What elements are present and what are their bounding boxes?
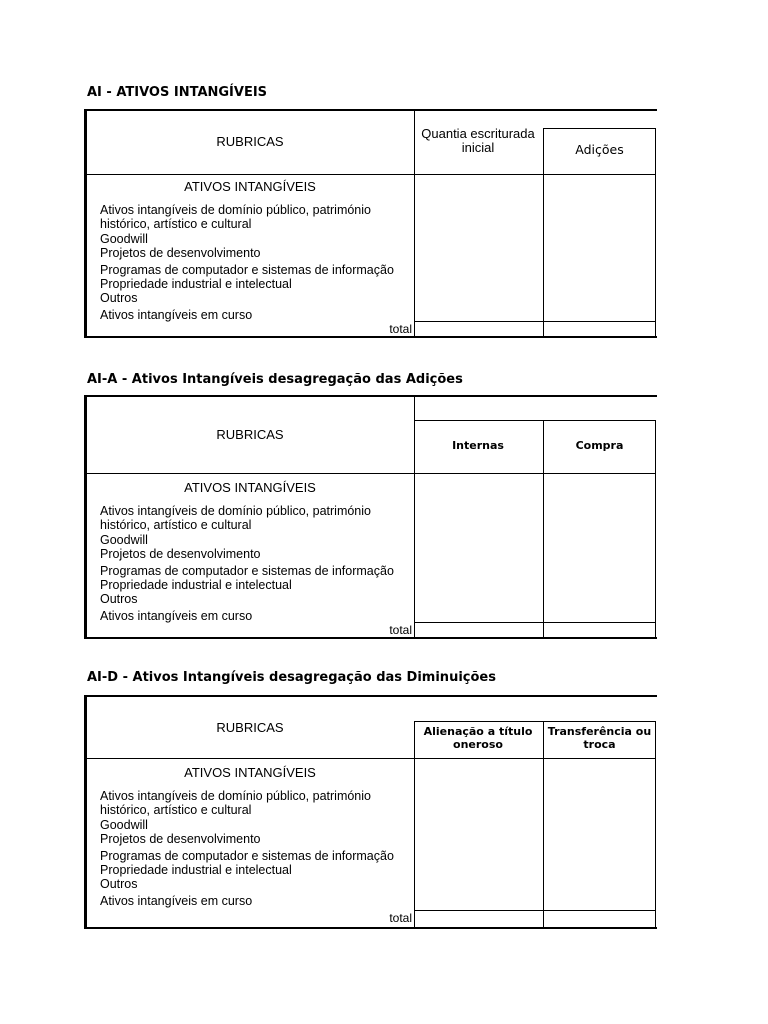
list-item: Programas de computador e sistemas de informação <box>100 563 394 578</box>
rubricas-header: RUBRICAS <box>216 134 284 149</box>
total-label: total <box>389 623 412 637</box>
column-header-adicoes: Adições <box>575 142 624 157</box>
table-title-ai-d: AI-D - Ativos Intangíveis desagregação das Diminuições <box>87 670 496 685</box>
column-header-alienacao: Alienação a título oneroso <box>423 725 533 751</box>
table-border-bottom <box>84 927 657 929</box>
list-item: Outros <box>100 291 138 306</box>
list-item: Ativos intangíveis de domínio público, património histórico, artístico e cultural <box>100 789 371 818</box>
table-border-top <box>84 395 657 397</box>
list-item: Outros <box>100 592 138 607</box>
table-title-ai-a: AI-A - Ativos Intangíveis desagregação das Adições <box>87 372 463 387</box>
table-border-bottom <box>84 637 657 639</box>
header-rule <box>414 721 656 722</box>
column-divider <box>543 420 544 638</box>
list-item: Programas de computador e sistemas de informação <box>100 848 394 863</box>
table-border-top <box>84 695 657 697</box>
column-divider <box>543 128 544 337</box>
list-item: Propriedade industrial e intelectual <box>100 863 292 878</box>
list-item: Projetos de desenvolvimento <box>100 246 261 261</box>
list-item: Goodwill <box>100 817 148 832</box>
list-item: Projetos de desenvolvimento <box>100 547 261 562</box>
section-label: ATIVOS INTANGÍVEIS <box>184 179 316 194</box>
total-rule <box>414 622 656 623</box>
total-rule <box>414 321 656 322</box>
list-item: Propriedade industrial e intelectual <box>100 578 292 593</box>
header-rule <box>86 174 656 175</box>
list-item: Ativos intangíveis em curso <box>100 608 253 623</box>
rubricas-list <box>100 504 400 623</box>
rubricas-list <box>100 789 400 908</box>
header-rule <box>543 128 656 129</box>
table-border-bottom <box>84 336 657 338</box>
section-label: ATIVOS INTANGÍVEIS <box>184 480 316 495</box>
section-label: ATIVOS INTANGÍVEIS <box>184 765 316 780</box>
list-item: Projetos de desenvolvimento <box>100 832 261 847</box>
column-header-internas: Internas <box>452 439 504 452</box>
header-rule <box>86 758 656 759</box>
column-divider <box>414 721 415 928</box>
column-divider <box>655 721 656 928</box>
list-item: Goodwill <box>100 532 148 547</box>
column-header-compra: Compra <box>575 439 624 452</box>
table-border-top <box>84 109 657 111</box>
rubricas-header: RUBRICAS <box>216 720 284 735</box>
list-item: Ativos intangíveis de domínio público, património histórico, artístico e cultural <box>100 504 371 533</box>
column-divider <box>655 128 656 337</box>
list-item: Ativos intangíveis em curso <box>100 893 253 908</box>
header-rule <box>86 473 656 474</box>
list-item: Ativos intangíveis de domínio público, património histórico, artístico e cultural <box>100 203 371 232</box>
total-label: total <box>389 322 412 336</box>
list-item: Goodwill <box>100 231 148 246</box>
column-divider <box>543 721 544 928</box>
list-item: Programas de computador e sistemas de informação <box>100 262 394 277</box>
column-divider <box>414 397 415 638</box>
list-item: Ativos intangíveis em curso <box>100 307 253 322</box>
total-label: total <box>389 911 412 925</box>
header-rule <box>414 420 656 421</box>
column-divider <box>655 420 656 638</box>
rubricas-list <box>100 203 400 322</box>
rubricas-header: RUBRICAS <box>216 427 284 442</box>
total-rule <box>414 910 656 911</box>
list-item: Propriedade industrial e intelectual <box>100 277 292 292</box>
list-item: Outros <box>100 877 138 892</box>
column-header-transferencia: Transferência ou troca <box>547 725 652 751</box>
column-header-quantia-inicial: Quantia escriturada inicial <box>421 126 535 155</box>
table-title-ai: AI - ATIVOS INTANGÍVEIS <box>87 85 268 100</box>
